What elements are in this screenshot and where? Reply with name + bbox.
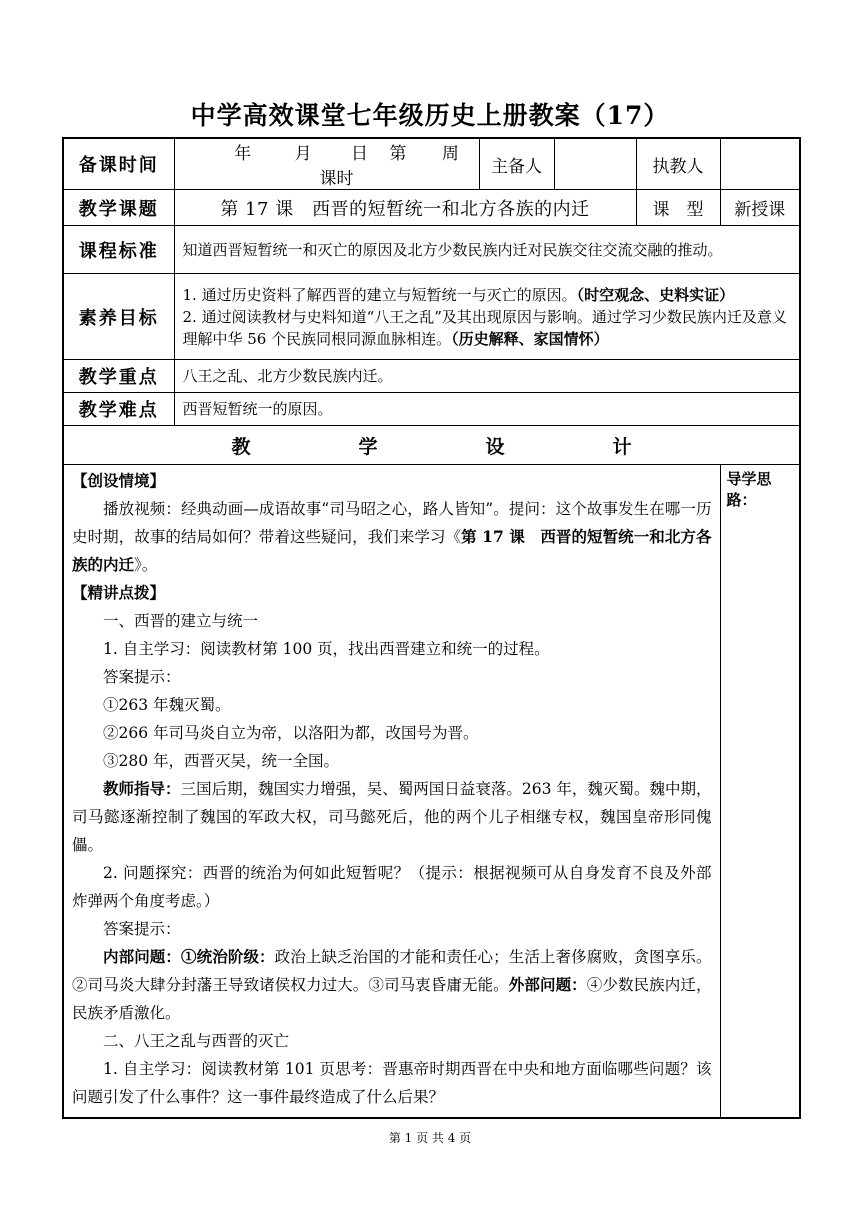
answer-hint-1: 答案提示： [103, 668, 181, 686]
difficulties-text: 西晋短暂统一的原因。 [174, 393, 800, 426]
answer-1-item-2: ②266 年司马炎自立为帝，以洛阳为都，改国号为晋。 [103, 724, 479, 742]
internal-text: 政治上缺乏治国的才能和责任心；生活上奢侈腐败，贪图享乐。②司马炎大肆分封藩王导致诸侯权力过大。③司马衷昏庸无能。 [72, 948, 712, 994]
standard-label: 课程标准 [63, 226, 174, 274]
design-char-1: 教 [231, 435, 251, 458]
goal-2-text: 2. 通过阅读教材与史料知道“八王之乱”及其出现原因与影响。通过学习少数民族内迁及意义理解中华 56 个民族同根同源血脉相连。 [182, 307, 787, 348]
design-header [63, 426, 800, 465]
goal-1-text: 1. 通过历史资料了解西晋的建立与短暂统一与灭亡的原因。 [182, 285, 577, 304]
teacher-guidance [72, 775, 712, 859]
standard-text: 知道西晋短暂统一和灭亡的原因及北方少数民族内迁对民族交往交流交融的推动。 [174, 226, 800, 274]
section-explain: 【精讲点拨】 [72, 583, 166, 602]
heading-2: 二、八王之乱与西晋的灭亡 [103, 1032, 290, 1050]
goal-1-tag: （时空观念、史料实证） [576, 285, 735, 304]
question-3: 1. 自主学习：阅读教材第 101 页思考：晋惠帝时期西晋在中央和地方面临哪些问题？该问题引发了什么事件？这一事件最终造成了什么后果？ [72, 1060, 712, 1106]
scenario-lesson-title: 第 17 课 西晋的短暂统一和北方各族的内迁 [72, 527, 712, 574]
author-value [554, 138, 636, 190]
external-label: 外部问题： [508, 975, 587, 994]
goals-text [174, 274, 800, 360]
row-standard [63, 226, 800, 274]
lesson-type-label: 课 型 [636, 190, 720, 226]
row-goals [63, 274, 800, 360]
design-char-3: 设 [485, 435, 505, 458]
row-design-body [63, 465, 800, 1119]
row-key-points [63, 360, 800, 393]
scenario-paragraph [72, 495, 712, 579]
lesson-type-value: 新授课 [720, 190, 800, 226]
internal-label: 内部问题： [103, 947, 182, 966]
row-prep-time [63, 138, 800, 190]
scenario-end: 》。 [134, 556, 158, 574]
row-design-header [63, 426, 800, 465]
guide-notes: 导学思路： [720, 465, 800, 1119]
time-day: 日 [351, 144, 368, 164]
external-text: ④少数民族内迁，民族矛盾激化。 [72, 976, 712, 1022]
section-scenario: 【创设情境】 [72, 471, 166, 490]
key-points-text: 八王之乱、北方少数民族内迁。 [174, 360, 800, 393]
page-footer: 第 1 页 共 4 页 [388, 1131, 472, 1145]
heading-1: 一、西晋的建立与统一 [103, 612, 259, 630]
design-char-4: 计 [612, 435, 632, 458]
goal-1 [183, 284, 792, 306]
prep-time-label: 备课时间 [63, 138, 174, 190]
topic-label: 教学课题 [63, 190, 174, 226]
lesson-plan-table [62, 137, 801, 1119]
time-period: 课时 [319, 169, 354, 189]
answer-1-item-1: ①263 年魏灭蜀。 [103, 696, 231, 714]
teacher-value [720, 138, 800, 190]
question-2: 2. 问题探究：西晋的统治为何如此短暂呢？（提示：根据视频可从自身发育不良及外部炸弹两个角度考虑。） [72, 864, 712, 910]
goals-label: 素养目标 [63, 274, 174, 360]
answer-1-item-3: ③280 年，西晋灭吴，统一全国。 [103, 752, 340, 770]
teaching-design-content [63, 465, 720, 1119]
lesson-title: 第 17 课 西晋的短暂统一和北方各族的内迁 [174, 190, 636, 226]
teacher-label: 执教人 [636, 138, 720, 190]
row-topic [63, 190, 800, 226]
goal-2-tag: （历史解释、家国情怀） [451, 329, 609, 348]
goal-2 [183, 306, 792, 350]
key-points-label: 教学重点 [63, 360, 174, 393]
teacher-guidance-label: 教师指导： [103, 779, 181, 798]
scenario-text: 播放视频：经典动画—成语故事“司马昭之心，路人皆知”。提问：这个故事发生在哪一历史时期，故事的结局如何？带着这些疑问，我们来学习《 [72, 500, 712, 546]
question-1: 1. 自主学习：阅读教材第 100 页，找出西晋建立和统一的过程。 [103, 640, 550, 658]
difficulties-label: 教学难点 [63, 393, 174, 426]
author-label: 主备人 [479, 138, 554, 190]
time-month: 月 [294, 144, 312, 164]
prep-time-value [174, 138, 479, 190]
answer-hint-2: 答案提示： [103, 920, 181, 938]
time-week-num: 第 [389, 144, 407, 164]
design-char-2: 学 [358, 435, 378, 458]
internal-item-1: ①统治阶级： [181, 947, 275, 966]
row-difficulties [63, 393, 800, 426]
page-title: 中学高效课堂七年级历史上册教案（17） [190, 101, 670, 130]
answer-2 [72, 943, 712, 1027]
time-year: 年 [234, 144, 252, 164]
teacher-guidance-text: 三国后期，魏国实力增强，吴、蜀两国日益衰落。263 年，魏灭蜀。魏中期，司马懿逐渐控制了魏国的军政大权，司马懿死后，他的两个儿子相继专权，魏国皇帝形同傀儡。 [72, 780, 712, 854]
time-week: 周 [441, 144, 459, 164]
